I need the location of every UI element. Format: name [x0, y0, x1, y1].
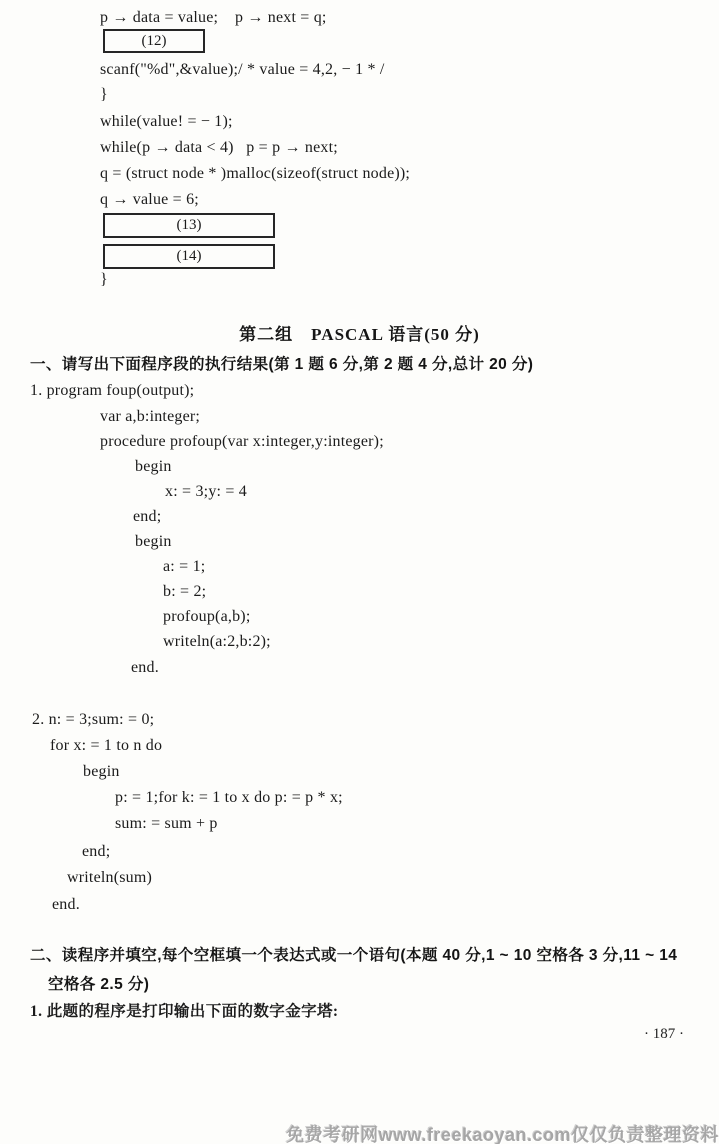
- code-line: end;: [133, 508, 162, 525]
- fill-blank-box-13: [103, 213, 275, 238]
- code-line: q = (struct node * )malloc(sizeof(struct node));: [100, 165, 411, 182]
- code-line: writeln(sum): [67, 869, 153, 886]
- code-line: while(p → data < 4) p = p → next;: [100, 139, 338, 156]
- code-line: profoup(a,b);: [163, 608, 251, 625]
- part2-heading-line2: 空格各 2.5 分): [48, 976, 150, 993]
- blank-label: (13): [176, 217, 202, 233]
- page-number: · 187 ·: [644, 1026, 684, 1042]
- code-line: p → data = value; p → next = q;: [100, 9, 327, 26]
- code-line: q → value = 6;: [100, 191, 199, 208]
- part2-item1: 1. 此题的程序是打印输出下面的数字金字塔:: [30, 1003, 339, 1020]
- part1-heading: 一、请写出下面程序段的执行结果(第 1 题 6 分,第 2 题 4 分,总计 20 分): [30, 356, 534, 373]
- code-line: begin: [135, 458, 172, 475]
- fill-blank-box-12: [103, 29, 205, 53]
- code-line: for x: = 1 to n do: [50, 737, 163, 754]
- code-line: end;: [82, 843, 111, 860]
- code-line: x: = 3;y: = 4: [165, 483, 247, 500]
- watermark: 免费考研网www.freekaoyan.com仅仅负责整理资料: [286, 1125, 719, 1144]
- code-line: scanf("%d",&value);/ * value = 4,2, − 1 * /: [100, 61, 385, 78]
- code-line: 1. program foup(output);: [30, 382, 195, 399]
- code-line: p: = 1;for k: = 1 to x do p: = p * x;: [115, 789, 343, 806]
- code-line: while(value! = − 1);: [100, 113, 233, 130]
- code-line: sum: = sum + p: [115, 815, 218, 832]
- code-line: }: [100, 86, 108, 103]
- code-line: b: = 2;: [163, 583, 207, 600]
- code-line: end.: [52, 896, 80, 913]
- code-line: writeln(a:2,b:2);: [163, 633, 271, 650]
- code-line: begin: [83, 763, 120, 780]
- part2-heading-line1: 二、读程序并填空,每个空框填一个表达式或一个语句(本题 40 分,1 ~ 10 空格各 3 分,11 ~ 14: [30, 947, 678, 964]
- blank-label: (14): [176, 248, 202, 264]
- code-line: var a,b:integer;: [100, 408, 201, 425]
- fill-blank-box-14: [103, 244, 275, 269]
- section-heading: 第二组 PASCAL 语言(50 分): [239, 325, 480, 344]
- code-line: a: = 1;: [163, 558, 206, 575]
- code-line: begin: [135, 533, 172, 550]
- code-line: 2. n: = 3;sum: = 0;: [32, 711, 155, 728]
- code-line: end.: [131, 659, 159, 676]
- blank-label: (12): [141, 32, 167, 49]
- code-line: }: [100, 271, 108, 288]
- code-line: procedure profoup(var x:integer,y:integer);: [100, 433, 384, 450]
